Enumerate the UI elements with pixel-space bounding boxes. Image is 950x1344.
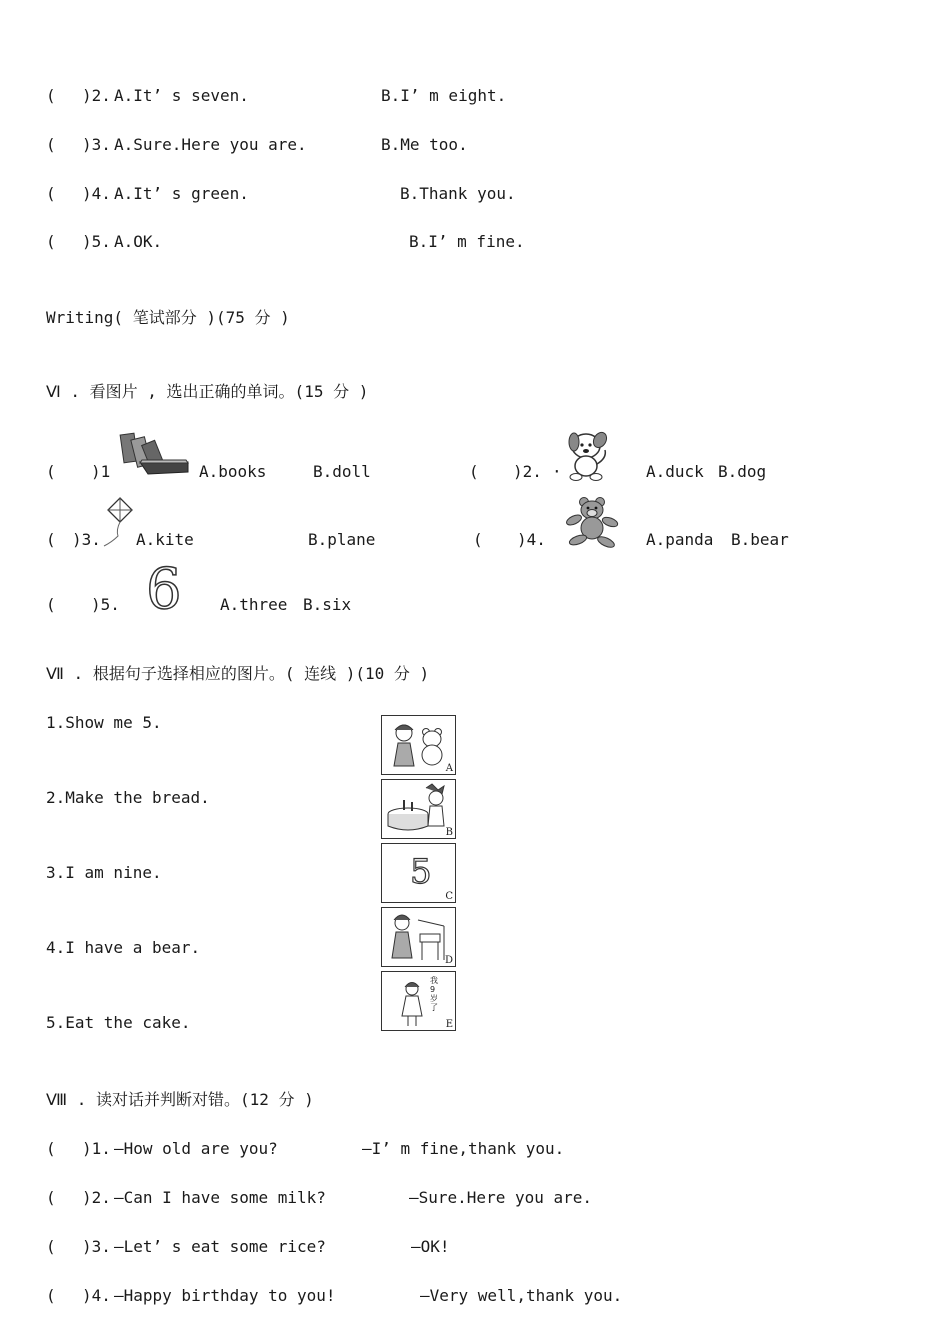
option-b: B.I’ m fine. (409, 232, 525, 251)
section7-heading: Ⅶ . 根据句子选择相应的图片。( 连线 )(10 分 ) (46, 664, 430, 683)
sentence-item: 1.Show me 5. (46, 713, 162, 732)
question-number: )2. (82, 86, 111, 105)
question-number: )3. (72, 530, 101, 549)
picture-letter: C (445, 891, 453, 902)
picture-option-d[interactable] (381, 907, 456, 967)
dialogue-question: —Happy birthday to you! (114, 1286, 336, 1305)
answer-paren[interactable]: ( (46, 1139, 56, 1158)
answer-paren[interactable]: ( (46, 184, 56, 203)
answer-paren[interactable]: ( (473, 530, 483, 549)
option-b: B.Thank you. (400, 184, 516, 203)
answer-paren[interactable]: ( (46, 595, 56, 614)
girl-baking-icon (382, 908, 454, 965)
birthday-cake-icon (382, 780, 454, 837)
sentence-item: 4.I have a bear. (46, 938, 201, 957)
sentence-item: 5.Eat the cake. (46, 1013, 191, 1032)
question-number: )2. (513, 462, 542, 481)
sentence-item: 3.I am nine. (46, 863, 162, 882)
bear-icon (564, 496, 620, 548)
dialogue-question: —How old are you? (114, 1139, 278, 1158)
number-five-icon: 5 (410, 852, 432, 892)
answer-paren[interactable]: ( (46, 86, 56, 105)
question-number: )1. (82, 1139, 111, 1158)
option-b: B.doll (313, 462, 371, 481)
number-six-picture: 6 (146, 557, 182, 622)
question-number: )3. (82, 135, 111, 154)
option-b: B.bear (731, 530, 789, 549)
option-a: A.books (199, 462, 267, 481)
option-b: B.Me too. (381, 135, 468, 154)
picture-option-e[interactable] (381, 971, 456, 1031)
question-number: )4. (82, 184, 111, 203)
option-b: B.I’ m eight. (381, 86, 507, 105)
picture-letter: A (445, 763, 453, 774)
question-number: )2. (82, 1188, 111, 1207)
answer-paren[interactable]: ( (46, 530, 56, 549)
answer-paren[interactable]: ( (46, 1237, 56, 1256)
answer-paren[interactable]: ( (46, 1188, 56, 1207)
question-number: )4. (82, 1286, 111, 1305)
answer-paren[interactable]: ( (469, 462, 479, 481)
books-icon (118, 432, 190, 478)
question-number: )3. (82, 1237, 111, 1256)
picture-letter: E (445, 1019, 453, 1030)
dialogue-answer: —OK! (411, 1237, 450, 1256)
dialogue-question: —Let’ s eat some rice? (114, 1237, 326, 1256)
picture-letter: D (444, 955, 453, 966)
dialogue-question: —Can I have some milk? (114, 1188, 326, 1207)
picture-letter: B (445, 827, 453, 838)
dialogue-answer: —I’ m fine,thank you. (362, 1139, 565, 1158)
question-number: )4. (517, 530, 546, 549)
option-a: A.duck (646, 462, 704, 481)
picture-option-c[interactable] (381, 843, 456, 903)
answer-paren[interactable]: ( (46, 135, 56, 154)
option-b: B.dog (718, 462, 767, 481)
girl-speaking-icon (382, 972, 454, 1029)
dialogue-answer: —Very well,thank you. (420, 1286, 623, 1305)
dialogue-answer: —Sure.Here you are. (409, 1188, 593, 1207)
section8-heading: Ⅷ . 读对话并判断对错。(12 分 ) (46, 1090, 314, 1109)
option-b: B.six (303, 595, 352, 614)
option-a: A.panda (646, 530, 714, 549)
option-a: A.kite (136, 530, 194, 549)
option-a: A.three (220, 595, 288, 614)
option-a: A.OK. (114, 232, 163, 251)
option-a: A.Sure.Here you are. (114, 135, 307, 154)
answer-paren[interactable]: ( (46, 1286, 56, 1305)
picture-option-b[interactable] (381, 779, 456, 839)
kite-icon (98, 496, 136, 548)
dog-icon (560, 428, 612, 482)
option-b: B.plane (308, 530, 376, 549)
option-a: A.It’ s seven. (114, 86, 249, 105)
question-number: )1 (91, 462, 111, 481)
girl-with-bear-icon (382, 716, 454, 773)
answer-paren[interactable]: ( (46, 462, 56, 481)
question-number: )5. (82, 232, 111, 251)
section6-heading: Ⅵ . 看图片 , 选出正确的单词。(15 分 ) (46, 382, 369, 401)
speech-text: 我9岁了 (430, 976, 438, 1012)
small-dot: · (552, 462, 562, 481)
answer-paren[interactable]: ( (46, 232, 56, 251)
sentence-item: 2.Make the bread. (46, 788, 210, 807)
option-a: A.It’ s green. (114, 184, 249, 203)
picture-option-a[interactable] (381, 715, 456, 775)
writing-heading: Writing( 笔试部分 )(75 分 ) (46, 308, 290, 327)
question-number: )5. (91, 595, 120, 614)
